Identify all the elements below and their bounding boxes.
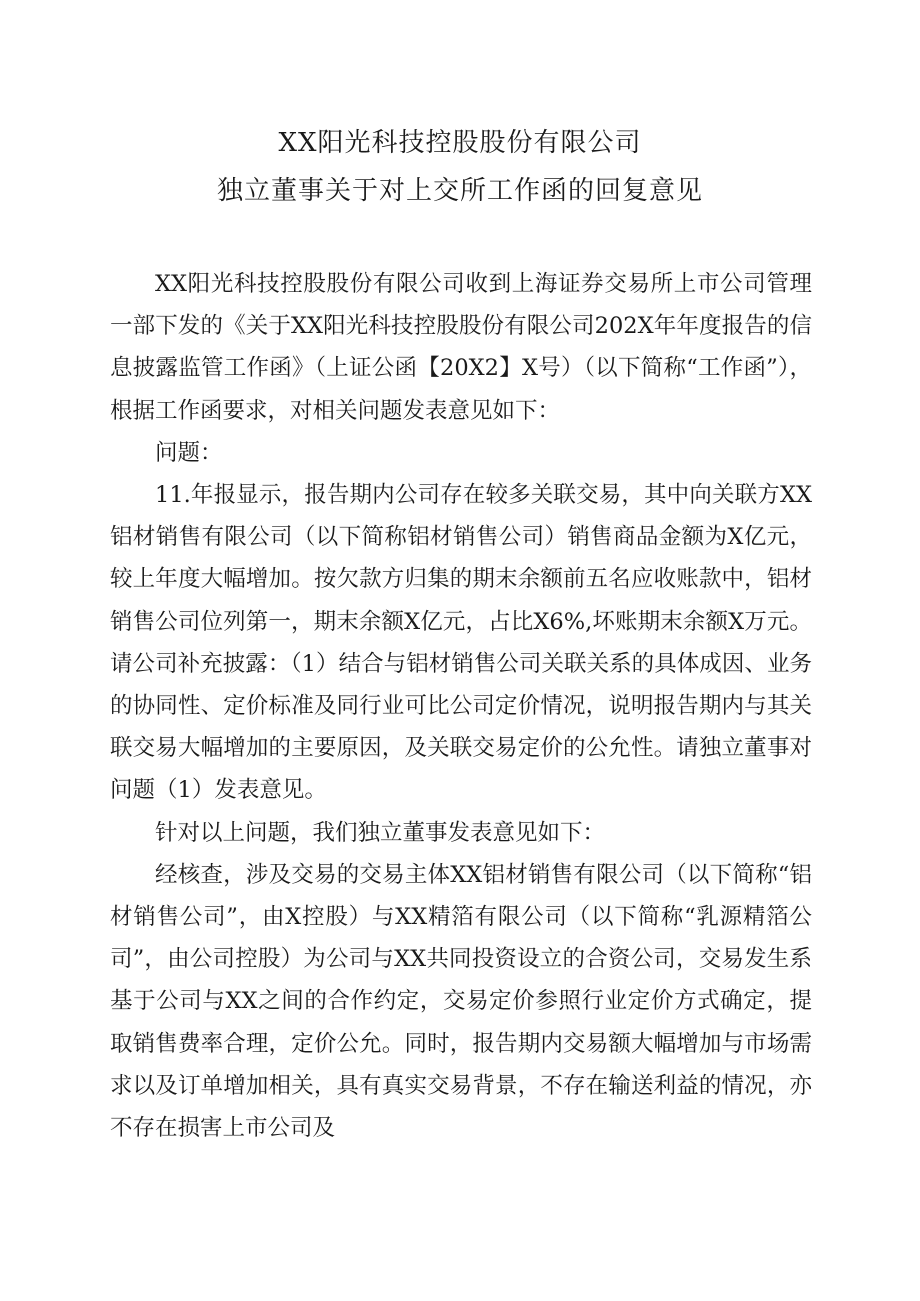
paragraph-opinion-lead: 针对以上问题，我们独立董事发表意见如下： bbox=[155, 819, 606, 846]
document-body bbox=[110, 263, 812, 1149]
document-title-subject: 独立董事关于对上交所工作函的回复意见 bbox=[216, 176, 703, 206]
paragraph-opinion-body: 经核查，涉及交易的交易主体XX铝材销售有限公司（以下简称“铝材销售公司”，由X控股）与XX精箔有限公司（以下简称“乳源精箔公司”，由公司控股）为公司与XX共同投资设立的合资公司，交易发生系基于公司与XX之间的合作约定，交易定价参照行业定价方式确定，提取销售费率合理，定价公允。同时，报告期内交易额大幅增加与市场需求以及订单增加相关，具有真实交易背景，不存在输送利益的情况，亦不存在损害上市公司及 bbox=[110, 861, 812, 1142]
paragraph-question-11: 11.年报显示，报告期内公司存在较多关联交易，其中向关联方XX铝材销售有限公司（以下简称铝材销售公司）销售商品金额为X亿元，较上年度大幅增加。按欠款方归集的期末余额前五名应收账款中，铝材销售公司位列第一，期末余额X亿元，占比X6%,坏账期末余额X万元。请公司补充披露：（1）结合与铝材销售公司关联关系的具体成因、业务的协同性、定价标准及同行业可比公司定价情况，说明报告期内与其关联交易大幅增加的主要原因，及关联交易定价的公允性。请独立董事对问题（1）发表意见。 bbox=[110, 482, 812, 804]
document-title-company: XX阳光科技控股股份有限公司 bbox=[278, 128, 642, 158]
paragraph-question-label: 问题： bbox=[155, 439, 223, 466]
paragraph-intro: XX阳光科技控股股份有限公司收到上海证券交易所上市公司管理一部下发的《关于XX阳光科技控股股份有限公司202X年年度报告的信息披露监管工作函》（上证公函【20X2】X号）（以下简称“工作函”），根据工作函要求，对相关问题发表意见如下： bbox=[110, 271, 812, 424]
